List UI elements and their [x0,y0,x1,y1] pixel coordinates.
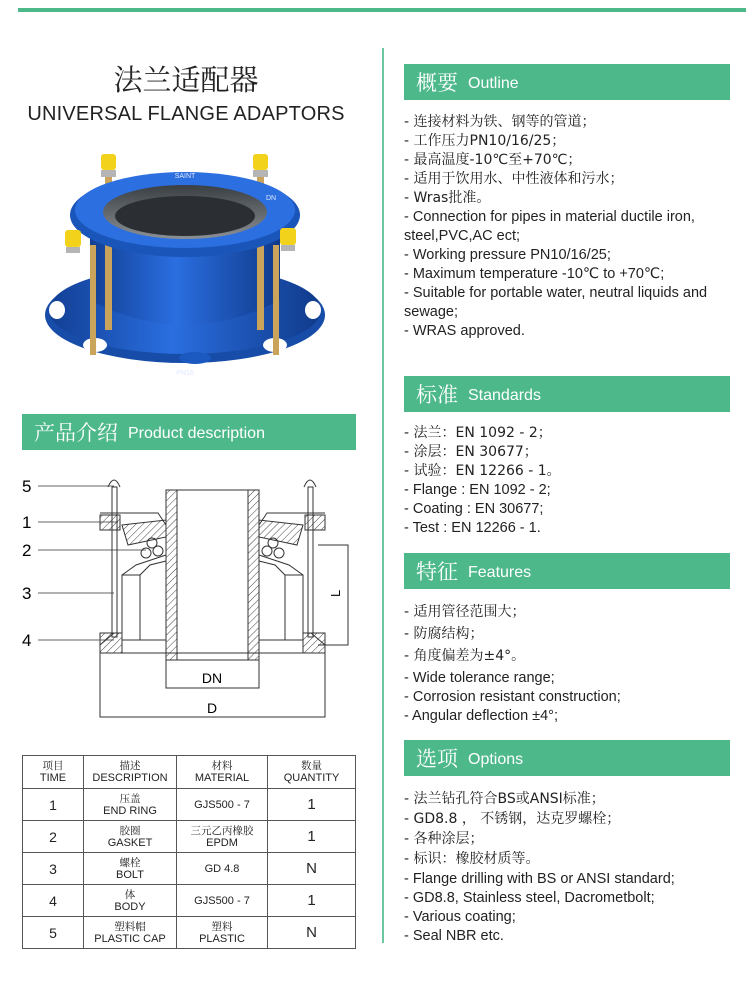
list-item: - Coating : EN 30677; [404,501,544,517]
list-item: - Various coating; [404,909,516,925]
list-item: - 连接材料为铁、钢等的管道； [404,114,596,130]
table-row: 4 体 BODY GJS500 - 7 1 [23,885,356,917]
options-header: 选项 Options [404,740,730,776]
table-header-row [23,756,356,789]
header-quantity: 数量 QUANTITY [268,756,356,789]
column-divider [382,48,384,943]
list-item: - GD8.8, Stainless steel, Dacrometbolt; [404,890,655,906]
list-item: - Wras批准。 [404,190,491,206]
parts-table [22,755,356,949]
dimension-dn-label: DN [201,670,223,686]
list-item: - 适用于饮用水、中性液体和污水； [404,171,624,187]
list-item: - 试验：EN 12266 - 1。 [404,463,561,479]
list-item: - Flange drilling with BS or ANSI standard; [404,871,675,887]
list-item: - 角度偏差为±4°。 [404,648,526,664]
product-description-header-en: Product description [128,425,265,442]
list-item: - Angular deflection ±4°; [404,708,559,724]
list-item: - Corrosion resistant construction; [404,689,621,705]
list-item: - 法兰钻孔符合BS或ANSI标准； [404,791,605,807]
list-item: - Seal NBR etc. [404,928,504,944]
table-row: 1 压盖 END RING GJS500 - 7 1 [23,789,356,821]
table-row: 5 塑料帽 PLASTIC CAP 塑料 PLASTIC N [23,917,356,949]
list-item: - 各种涂层； [404,831,484,847]
header-description: 描述 DESCRIPTION [84,756,177,789]
page-title-cn: 法兰适配器 [113,63,259,97]
list-item: - 防腐结构； [404,626,484,642]
product-stamp-text: SAINT [174,173,196,180]
list-item: - 涂层：EN 30677； [404,444,538,460]
list-item: - Wide tolerance range; [404,670,555,686]
features-header: 特征 Features [404,553,730,589]
page-title-en: UNIVERSAL FLANGE ADAPTORS [27,103,345,125]
list-item: - 工作压力PN10/16/25； [404,133,566,149]
product-stamp-text: DN [265,195,277,202]
outline-list [404,113,739,341]
list-item: - GD8.8 ， 不锈钢，达克罗螺栓； [404,811,621,827]
top-accent-bar [18,8,746,12]
list-item: - Test : EN 12266 - 1. [404,520,541,536]
callout-3: 3 [22,584,32,603]
product-description-header [22,414,356,450]
outline-header: 概要 Outline [404,64,730,100]
list-item: - 法兰：EN 1092 - 2； [404,425,552,441]
list-item: - Maximum temperature -10℃ to +70℃; [404,266,665,282]
list-item: - Flange : EN 1092 - 2; [404,482,551,498]
header-material: 材料 MATERIAL [177,756,268,789]
list-item: - 标识：橡胶材质等。 [404,851,540,867]
standards-header: 标准 Standards [404,376,730,412]
callout-5: 5 [22,477,32,496]
standards-list [404,424,739,538]
table-row: 2 胶圈 GASKET 三元乙丙橡胶 EPDM 1 [23,821,356,853]
list-item: - Suitable for portable water, neutral liquids and sewage; [404,285,708,320]
product-stamp-text: PN16 [176,370,194,377]
callout-2: 2 [22,541,32,560]
callout-4: 4 [22,631,32,650]
list-item: - Working pressure PN10/16/25; [404,247,611,263]
list-item: - 最高温度-10℃至+70℃； [404,152,582,168]
dimension-d-label: D [206,700,218,716]
product-description-header-cn: 产品介绍 [34,421,118,445]
callout-1: 1 [22,513,32,532]
list-item: - WRAS approved. [404,323,525,339]
features-list [404,603,739,726]
cross-section-diagram [18,465,363,730]
product-image [35,150,335,395]
list-item: - Connection for pipes in material ductile iron, steel,PVC,AC ect; [404,209,695,244]
table-row: 3 螺栓 BOLT GD 4.8 N [23,853,356,885]
list-item: - 适用管径范围大； [404,604,526,620]
options-list [404,790,739,946]
header-item: 项目 TIME [23,756,84,789]
dimension-l-label: L [328,589,343,597]
